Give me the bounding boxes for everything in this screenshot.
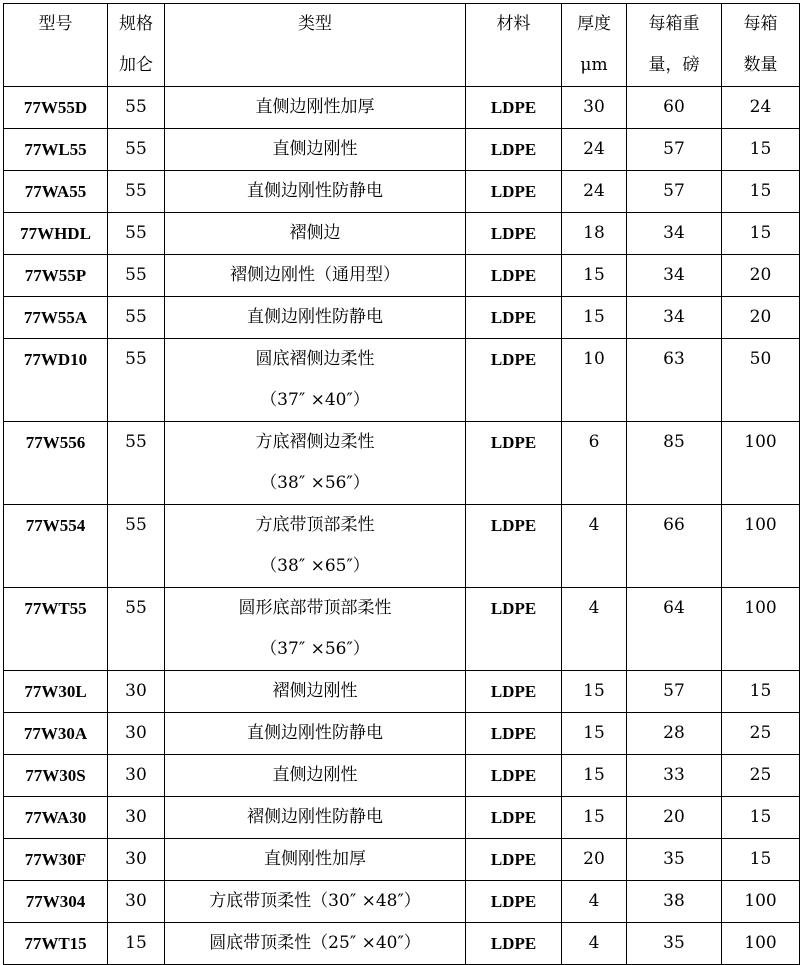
table-row (4, 129, 800, 171)
type-line: 方底带顶柔性（30″ ×48″） (209, 891, 421, 911)
table-row (4, 881, 800, 923)
header-thickness (562, 4, 627, 87)
cell-material: LDPE (466, 87, 562, 129)
cell-thickness: 24 (562, 129, 627, 171)
type-line: （38″ ×56″） (260, 473, 370, 493)
cell-type (165, 87, 466, 129)
cell-material: LDPE (466, 881, 562, 923)
cell-model: 77W55A (4, 297, 108, 339)
header-material (466, 4, 562, 87)
cell-quantity: 25 (722, 713, 800, 755)
cell-type (165, 588, 466, 671)
cell-model: 77W30L (4, 671, 108, 713)
cell-material: LDPE (466, 129, 562, 171)
cell-model: 77W55D (4, 87, 108, 129)
type-line: （37″ ×56″） (260, 639, 370, 659)
cell-weight: 34 (627, 255, 722, 297)
table-row (4, 422, 800, 505)
table-row (4, 839, 800, 881)
cell-thickness: 15 (562, 797, 627, 839)
type-line: 褶侧边刚性防静电 (247, 807, 383, 827)
cell-gallon: 55 (108, 339, 165, 422)
header-gallon (108, 4, 165, 87)
table-row (4, 923, 800, 965)
type-line: （37″ ×40″） (260, 390, 370, 410)
header-line: 每箱 (743, 14, 778, 34)
cell-material: LDPE (466, 797, 562, 839)
cell-model: 77W554 (4, 505, 108, 588)
cell-material: LDPE (466, 923, 562, 965)
table-row (4, 505, 800, 588)
cell-quantity: 100 (722, 923, 800, 965)
cell-gallon: 55 (108, 171, 165, 213)
header-type (165, 4, 466, 87)
cell-type (165, 713, 466, 755)
cell-model: 77WA55 (4, 171, 108, 213)
header-model (4, 4, 108, 87)
cell-material: LDPE (466, 297, 562, 339)
cell-quantity: 100 (722, 588, 800, 671)
cell-gallon: 30 (108, 839, 165, 881)
cell-quantity: 20 (722, 297, 800, 339)
type-line: 方底褶侧边柔性 (255, 432, 375, 452)
cell-gallon: 55 (108, 129, 165, 171)
header-line: 加仑 (119, 55, 153, 75)
cell-type (165, 505, 466, 588)
header-line: 规格 (119, 14, 153, 34)
cell-quantity: 15 (722, 171, 800, 213)
table-row (4, 255, 800, 297)
cell-weight: 28 (627, 713, 722, 755)
cell-gallon: 55 (108, 588, 165, 671)
cell-weight: 66 (627, 505, 722, 588)
cell-gallon: 30 (108, 713, 165, 755)
cell-material: LDPE (466, 755, 562, 797)
cell-type (165, 797, 466, 839)
cell-gallon: 30 (108, 671, 165, 713)
cell-model: 77WT15 (4, 923, 108, 965)
cell-model: 77WT55 (4, 588, 108, 671)
type-line: 直侧边刚性防静电 (247, 307, 383, 327)
cell-thickness: 15 (562, 255, 627, 297)
cell-material: LDPE (466, 422, 562, 505)
cell-weight: 57 (627, 171, 722, 213)
cell-material: LDPE (466, 839, 562, 881)
cell-material: LDPE (466, 255, 562, 297)
type-line: 褶侧边刚性（通用型） (230, 265, 400, 285)
cell-model: 77W55P (4, 255, 108, 297)
cell-weight: 57 (627, 129, 722, 171)
cell-thickness: 20 (562, 839, 627, 881)
cell-weight: 85 (627, 422, 722, 505)
cell-quantity: 15 (722, 671, 800, 713)
cell-type (165, 129, 466, 171)
cell-type (165, 881, 466, 923)
cell-quantity: 100 (722, 422, 800, 505)
cell-weight: 64 (627, 588, 722, 671)
cell-quantity: 15 (722, 213, 800, 255)
type-line: 直侧边刚性防静电 (247, 181, 383, 201)
cell-quantity: 15 (722, 129, 800, 171)
cell-gallon: 30 (108, 755, 165, 797)
cell-type (165, 755, 466, 797)
cell-material: LDPE (466, 713, 562, 755)
table-row (4, 797, 800, 839)
cell-model: 77WD10 (4, 339, 108, 422)
type-line: 方底带顶部柔性 (255, 515, 375, 535)
cell-gallon: 55 (108, 255, 165, 297)
cell-type (165, 297, 466, 339)
cell-type (165, 213, 466, 255)
cell-quantity: 24 (722, 87, 800, 129)
cell-weight: 33 (627, 755, 722, 797)
cell-thickness: 4 (562, 588, 627, 671)
spec-table (3, 3, 800, 965)
cell-model: 77W556 (4, 422, 108, 505)
table-row (4, 339, 800, 422)
header-line: 类型 (298, 14, 332, 34)
type-line: 直侧边刚性 (272, 765, 358, 785)
cell-type (165, 339, 466, 422)
header-weight (627, 4, 722, 87)
cell-gallon: 30 (108, 797, 165, 839)
cell-gallon: 55 (108, 213, 165, 255)
cell-thickness: 4 (562, 505, 627, 588)
cell-quantity: 15 (722, 797, 800, 839)
cell-model: 77WHDL (4, 213, 108, 255)
type-line: 圆形底部带顶部柔性 (238, 598, 392, 618)
cell-model: 77W30A (4, 713, 108, 755)
cell-type (165, 923, 466, 965)
cell-material: LDPE (466, 505, 562, 588)
cell-weight: 35 (627, 839, 722, 881)
cell-material: LDPE (466, 213, 562, 255)
cell-weight: 63 (627, 339, 722, 422)
cell-weight: 34 (627, 213, 722, 255)
header-line: 量，磅 (648, 55, 700, 75)
type-line: 褶侧边刚性 (272, 681, 358, 701)
cell-quantity: 15 (722, 839, 800, 881)
type-line: 直侧边刚性防静电 (247, 723, 383, 743)
table-body (4, 87, 800, 965)
cell-material: LDPE (466, 671, 562, 713)
header-line: 厚度 (577, 14, 611, 34)
cell-thickness: 24 (562, 171, 627, 213)
cell-thickness: 4 (562, 881, 627, 923)
cell-model: 77W30S (4, 755, 108, 797)
cell-thickness: 15 (562, 297, 627, 339)
cell-thickness: 15 (562, 671, 627, 713)
cell-model: 77W30F (4, 839, 108, 881)
header-quantity (722, 4, 800, 87)
table-row (4, 588, 800, 671)
table-row (4, 213, 800, 255)
cell-thickness: 10 (562, 339, 627, 422)
type-line: 直侧边刚性 (272, 139, 358, 159)
cell-gallon: 15 (108, 923, 165, 965)
cell-thickness: 4 (562, 923, 627, 965)
table-row (4, 87, 800, 129)
cell-material: LDPE (466, 588, 562, 671)
cell-quantity: 50 (722, 339, 800, 422)
cell-weight: 57 (627, 671, 722, 713)
cell-weight: 60 (627, 87, 722, 129)
cell-quantity: 100 (722, 881, 800, 923)
header-line: 每箱重 (648, 14, 700, 34)
type-line: （38″ ×65″） (260, 556, 370, 576)
table-row (4, 755, 800, 797)
cell-weight: 35 (627, 923, 722, 965)
table-row (4, 171, 800, 213)
table-row (4, 713, 800, 755)
cell-type (165, 839, 466, 881)
cell-weight: 34 (627, 297, 722, 339)
table-row (4, 297, 800, 339)
cell-weight: 38 (627, 881, 722, 923)
cell-thickness: 18 (562, 213, 627, 255)
header-line: μm (580, 55, 608, 75)
cell-weight: 20 (627, 797, 722, 839)
cell-quantity: 25 (722, 755, 800, 797)
cell-gallon: 55 (108, 297, 165, 339)
cell-quantity: 20 (722, 255, 800, 297)
type-line: 褶侧边 (289, 223, 341, 243)
header-row (4, 4, 800, 87)
cell-thickness: 6 (562, 422, 627, 505)
table-row (4, 671, 800, 713)
type-line: 直侧边刚性加厚 (255, 97, 375, 117)
cell-material: LDPE (466, 339, 562, 422)
type-line: 圆底带顶柔性（25″ ×40″） (209, 933, 421, 953)
header-line: 数量 (743, 55, 778, 75)
cell-gallon: 30 (108, 881, 165, 923)
cell-thickness: 30 (562, 87, 627, 129)
cell-thickness: 15 (562, 713, 627, 755)
cell-material: LDPE (466, 171, 562, 213)
cell-model: 77W304 (4, 881, 108, 923)
cell-gallon: 55 (108, 422, 165, 505)
cell-quantity: 100 (722, 505, 800, 588)
header-line: 材料 (496, 14, 531, 34)
cell-type (165, 671, 466, 713)
header-line: 型号 (38, 14, 73, 34)
cell-thickness: 15 (562, 755, 627, 797)
cell-gallon: 55 (108, 505, 165, 588)
cell-type (165, 422, 466, 505)
cell-type (165, 255, 466, 297)
cell-model: 77WA30 (4, 797, 108, 839)
cell-model: 77WL55 (4, 129, 108, 171)
type-line: 圆底褶侧边柔性 (255, 349, 375, 369)
cell-type (165, 171, 466, 213)
cell-gallon: 55 (108, 87, 165, 129)
type-line: 直侧刚性加厚 (264, 849, 366, 869)
